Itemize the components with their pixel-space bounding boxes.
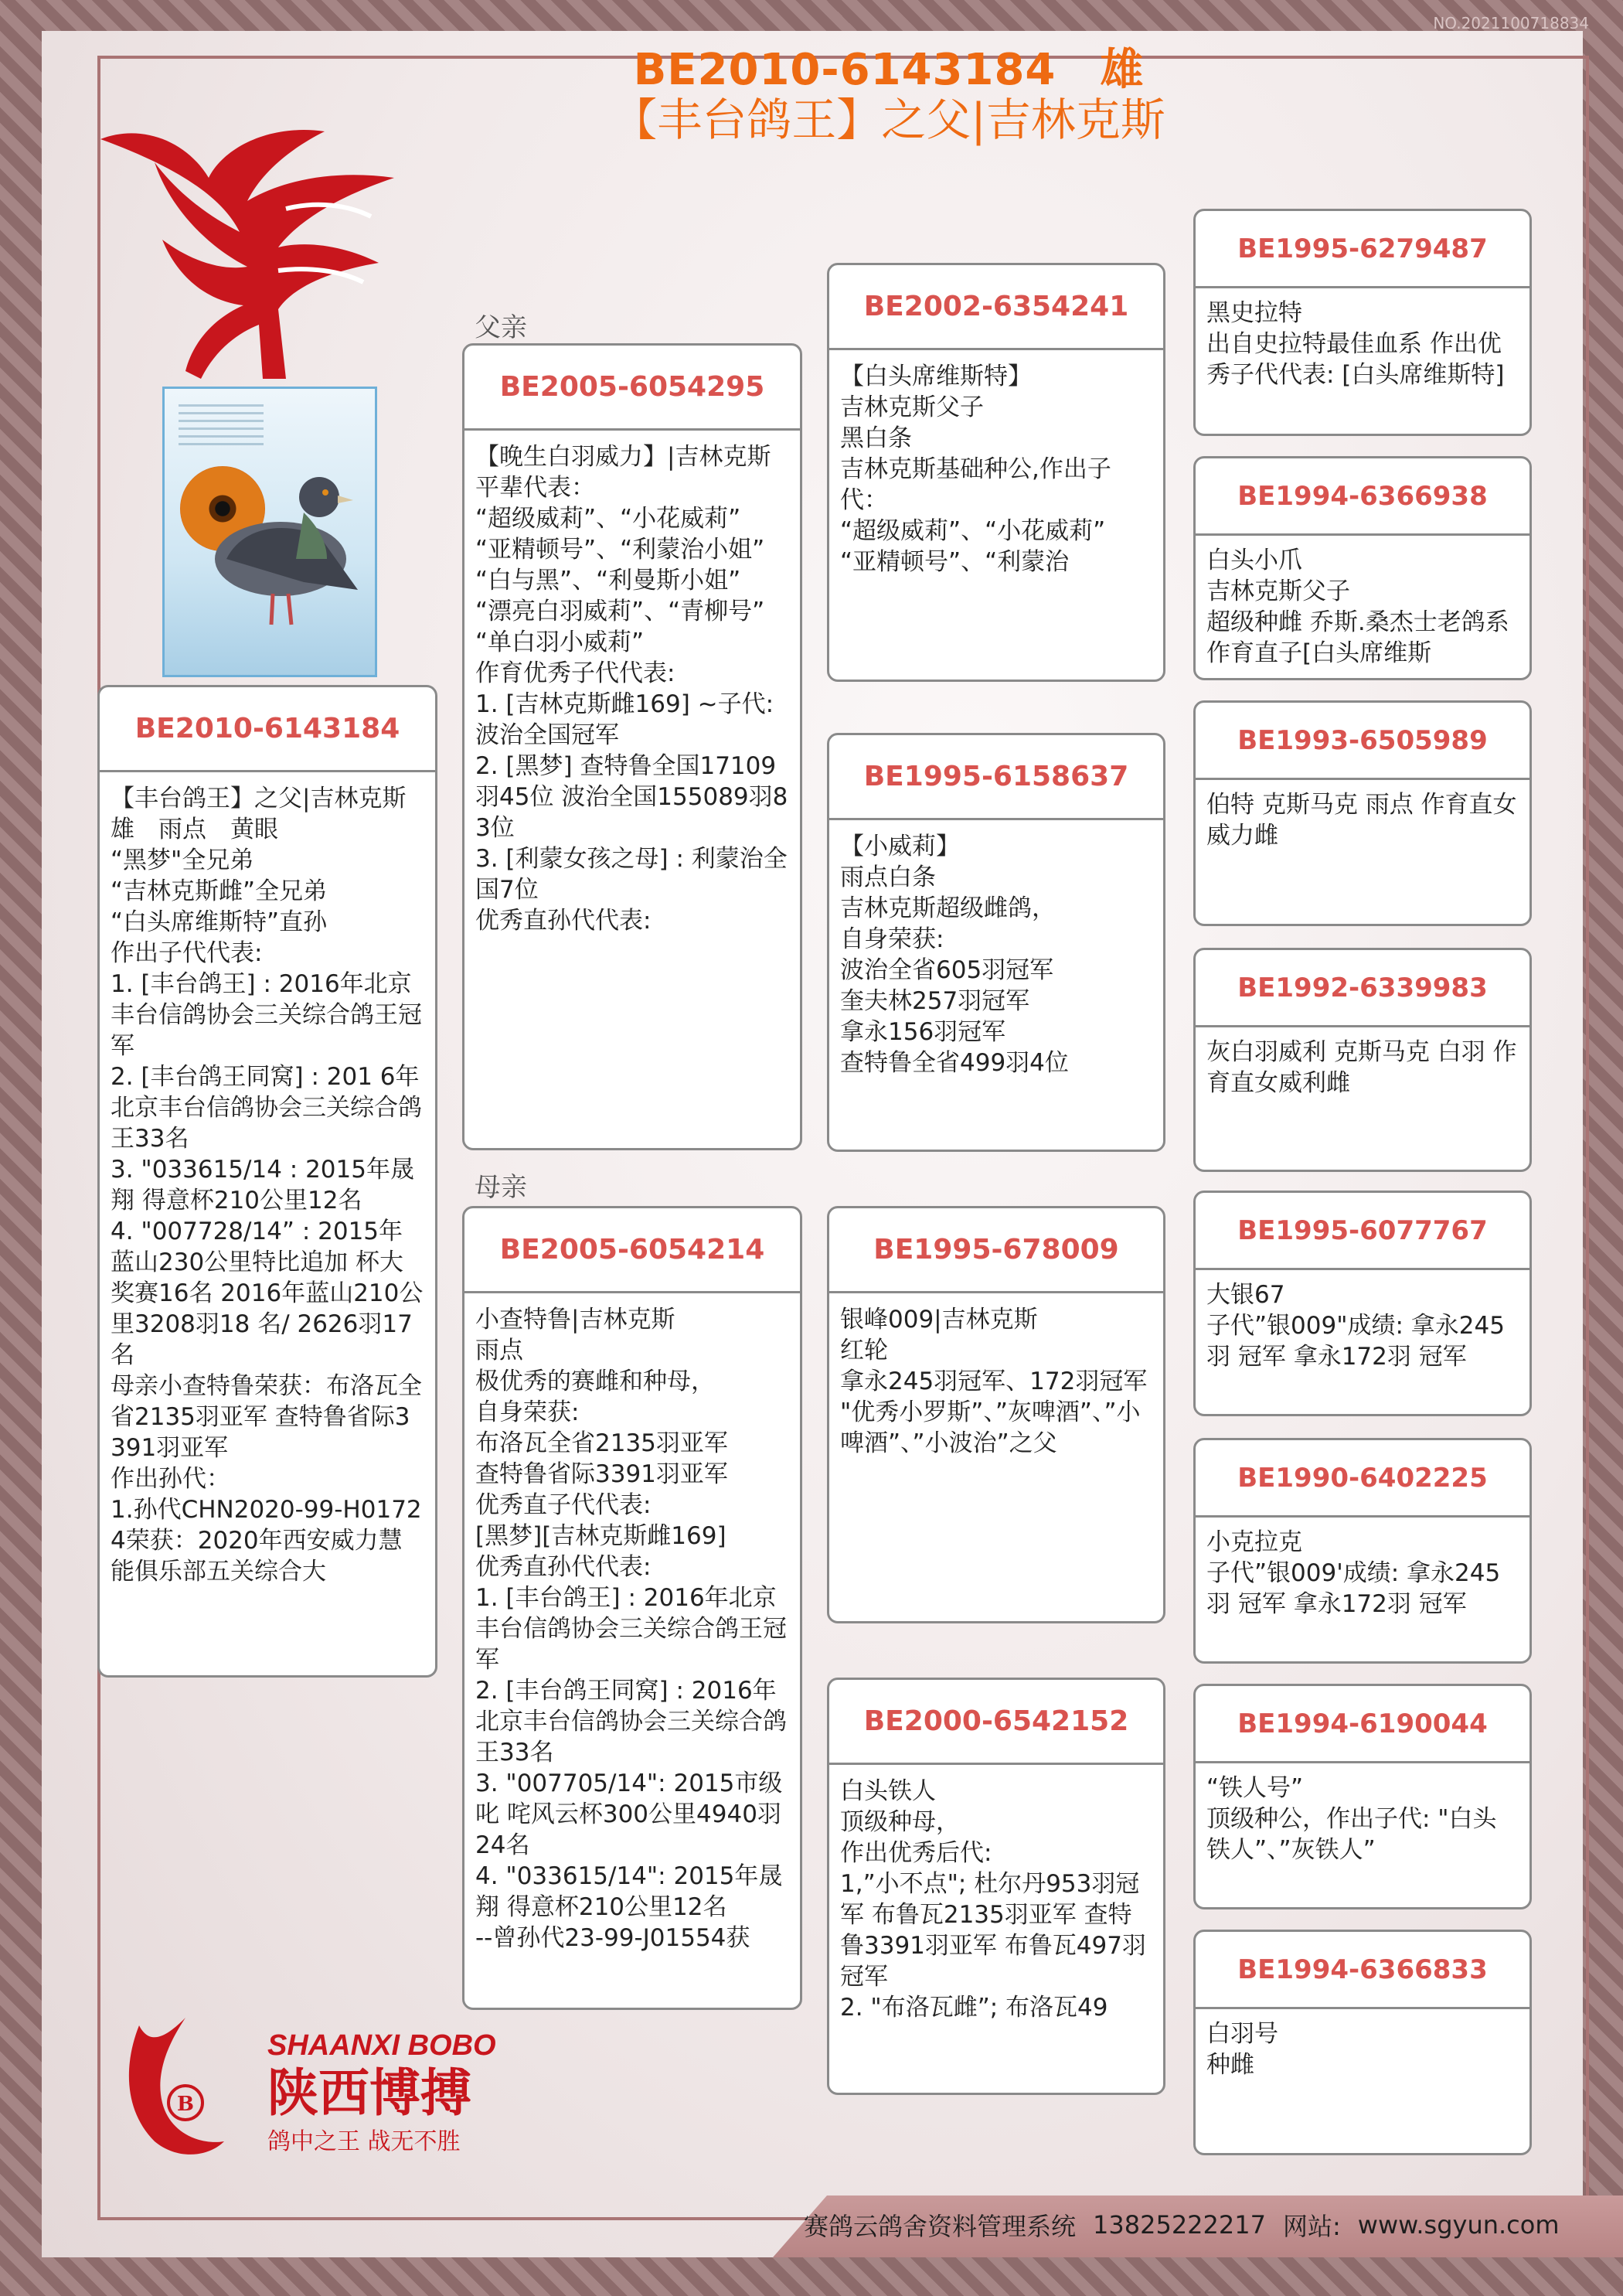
svg-text:B: B: [177, 2093, 194, 2116]
page-subtitle: 【丰台鸽王】之父|吉林克斯: [612, 94, 1165, 146]
sire-sire-card: [827, 263, 1165, 682]
brand-cn: 陕西博搏: [267, 2063, 471, 2123]
sdd-card: [1193, 948, 1532, 1172]
sire-dam-card: [827, 733, 1165, 1152]
subject-ring: BE2010-6143184: [100, 687, 435, 772]
pigeon-image: [211, 443, 366, 644]
ddd-card: [1193, 1930, 1532, 2155]
sss-notes: 黑史拉特 出自史拉特最佳血系 作出优秀子代代表: [白头席维斯特]: [1206, 299, 1505, 389]
sire-sire-notes: 【白头席维斯特】 吉林克斯父子 黑白条 吉林克斯基础种公,作出子代： “超级威莉”、“小花威莉” “亚精顿号”、“利蒙治: [840, 363, 1111, 576]
ddd-ring: BE1994-6366833: [1196, 1932, 1529, 2009]
footer-phone: 13825222217: [1093, 2210, 1266, 2240]
sire-dam-ring: BE1995-6158637: [829, 735, 1163, 820]
footer-site-label: 网站:: [1282, 2212, 1341, 2241]
dam-ring: BE2005-6054214: [464, 1208, 800, 1293]
serial-number: NO.2021100718834: [1433, 14, 1589, 32]
sdd-ring: BE1992-6339983: [1196, 950, 1529, 1027]
sire-sire-ring: BE2002-6354241: [829, 265, 1163, 350]
brand-swirl-icon: [129, 2018, 224, 2155]
sss-ring: BE1995-6279487: [1196, 211, 1529, 288]
dsd-card: [1193, 1438, 1532, 1664]
dsd-ring: BE1990-6402225: [1196, 1440, 1529, 1518]
dam-notes: 小查特鲁|吉林克斯 雨点 极优秀的赛雌和种母， 自身荣获: 布洛瓦全省2135羽亚军 查特鲁省际3391羽亚军 优秀直子代代表: [黑梦][吉林克斯雌169] 优秀直孙代代表: 1. [丰台鸽王] : 2016年北京丰台信鸽协会三关综合鸽王冠军 2. [丰台鸽王同窝] : 2016年北京丰台信鸽协会三关综合鸽王33名 3. "007705/14": 2015市级叱 咤风云杯300公里4940羽24名 4. "033615/14": 2015年晟翔 得意杯210公里12名 --曾孙代23-99-J01554获: [475, 1306, 787, 1952]
dss-notes: 大银67 子代”银009"成绩: 拿永245羽 冠军 拿永172羽 冠军: [1206, 1281, 1505, 1371]
ssd-ring: BE1994-6366938: [1196, 458, 1529, 536]
ssd-card: [1193, 456, 1532, 680]
subject-card: [97, 685, 437, 1678]
dds-ring: BE1994-6190044: [1196, 1686, 1529, 1763]
dam-dam-notes: 白头铁人 顶级种母， 作出优秀后代: 1,”小不点"; 杜尔丹953羽冠军 布鲁瓦2135羽亚军 查特鲁3391羽亚军 布鲁瓦497羽冠军 2. "布洛瓦雌”; 布洛瓦49: [840, 1777, 1146, 2022]
brand-en: SHAANXI BOBO: [267, 2029, 496, 2062]
sss-card: [1193, 209, 1532, 436]
dds-notes: “铁人号” 顶级种公，作出子代: "白头铁人”、”灰铁人”: [1206, 1774, 1497, 1864]
dam-dam-card: [827, 1678, 1165, 2095]
page-title: BE2010-6143184 雄: [633, 45, 1145, 95]
sdd-notes: 灰白羽威利 克斯马克 白羽 作育直女威利雌: [1206, 1038, 1517, 1097]
dam-label: 母亲: [475, 1172, 527, 1203]
brand-slogan: 鸽中之王 战无不胜: [267, 2128, 461, 2155]
dam-sire-notes: 银峰009|吉林克斯 红轮 拿永245羽冠军、172羽冠军 "优秀小罗斯”、”灰啤酒”、”小啤酒”、”小波治”之父: [840, 1306, 1148, 1457]
dam-dam-ring: BE2000-6542152: [829, 1680, 1163, 1765]
dam-card: [462, 1206, 802, 2010]
dss-ring: BE1995-6077767: [1196, 1193, 1529, 1270]
dds-card: [1193, 1684, 1532, 1909]
sds-notes: 伯特 克斯马克 雨点 作育直女威力雌: [1206, 791, 1517, 850]
sire-card: [462, 343, 802, 1150]
ddd-notes: 白羽号 种雌: [1206, 2020, 1278, 2079]
dss-card: [1193, 1191, 1532, 1416]
ssd-notes: 白头小爪 吉林克斯父子 超级种雌 乔斯.桑杰士老鸽系 作育直子[白头席维斯: [1206, 547, 1509, 667]
sds-card: [1193, 700, 1532, 926]
subject-notes: 【丰台鸽王】之父|吉林克斯 雄 雨点 黄眼 “黑梦"全兄弟 “吉林克斯雌”全兄弟 “白头席维斯特”直孙 作出子代代表: 1. [丰台鸽王] : 2016年北京丰台信鸽协会三关综合鸽王冠军 2. [丰台鸽王同窝] : 201 6年北京丰台信鸽协会三关综合鸽王33名 3. "033615/14 : 2015年晟翔 得意杯210公里12名 4. "007728/14” : 2015年蓝山230公里特比追加 杯大奖赛16名 2016年蓝山210公里3208羽18 名/ 2626羽17名 母亲小查特鲁荣获：布洛瓦全省2135羽亚军 查特鲁省际3391羽亚军 作出孙代： 1.孙代CHN2020-99-H01724荣获：2020年西安威力慧能俱乐部五关综合大: [111, 785, 424, 1586]
sds-ring: BE1993-6505989: [1196, 703, 1529, 780]
pigeon-photo: [162, 387, 377, 677]
footer-site-link[interactable]: www.sgyun.com: [1357, 2210, 1560, 2240]
footer: [804, 2200, 1592, 2250]
dam-sire-card: [827, 1206, 1165, 1623]
sire-label: 父亲: [475, 312, 527, 343]
dam-sire-ring: BE1995-678009: [829, 1208, 1163, 1293]
sire-notes: 【晚生白羽威力】|吉林克斯 平辈代表： “超级威莉”、“小花威莉” “亚精顿号”、“利蒙治小姐” “白与黑”、“利曼斯小姐” “漂亮白羽威莉”、“青柳号” “单白羽小威莉” 作育优秀子代代表: 1. [吉林克斯雌169] ~子代: 波治全国冠军 2. [黑梦] 查特鲁全国17109羽45位 波治全国155089羽83位 3. [利蒙女孩之母] : 利蒙治全国7位 优秀直孙代代表:: [475, 443, 788, 935]
brand-logo: [108, 2010, 510, 2172]
phoenix-logo-icon: [93, 116, 402, 394]
sire-ring: BE2005-6054295: [464, 346, 800, 431]
dsd-notes: 小克拉克 子代”银009'成绩: 拿永245羽 冠军 拿永172羽 冠军: [1206, 1528, 1501, 1618]
footer-system: 赛鸽云鸽舍资料管理系统: [804, 2212, 1077, 2241]
sire-dam-notes: 【小威莉】 雨点白条 吉林克斯超级雌鸽， 自身荣获: 波治全省605羽冠军 奎夫林257羽冠军 拿永156羽冠军 查特鲁全省499羽4位: [840, 833, 1069, 1077]
